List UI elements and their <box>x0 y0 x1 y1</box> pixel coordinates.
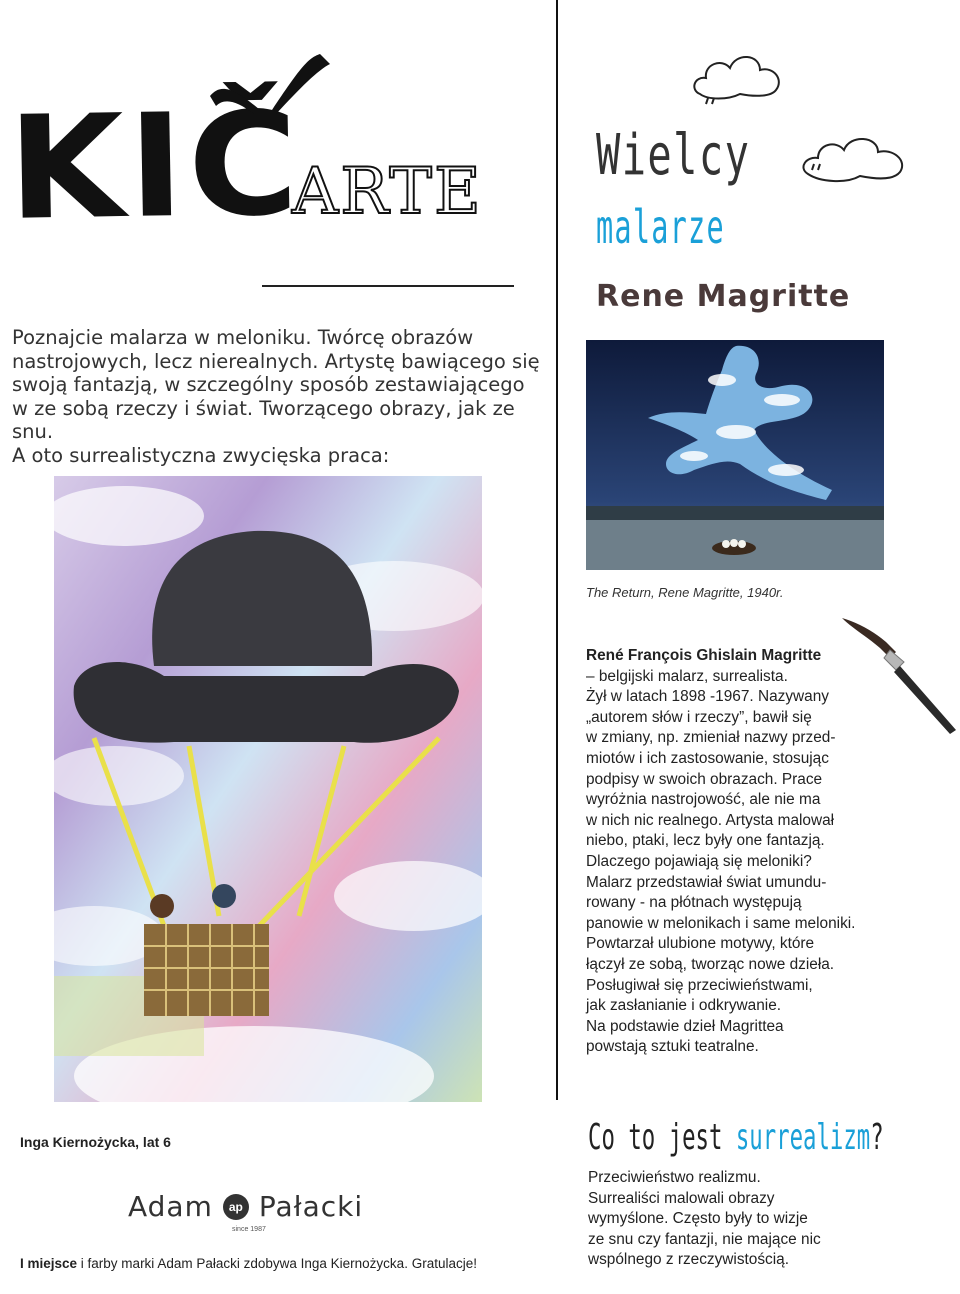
magritte-painting <box>586 340 884 570</box>
bio-name: René François Ghislain Magritte <box>586 647 822 664</box>
section-title-line2: malarze <box>596 200 725 254</box>
header-divider <box>262 285 514 287</box>
brand-word-right: Pałacki <box>258 1190 364 1223</box>
logo-arte: ARTE <box>292 155 483 229</box>
logo-kic: KIČ <box>6 81 304 253</box>
column-divider <box>556 0 558 1100</box>
intro-text: Poznajcie malarza w meloniku. Twórcę obrazów nastrojowych, lecz nierealnych. Artystę bawiącego się swoją fantazją, w szczególny sposób zestawiającego w ze sobą rzeczy i świat. Tworzącego obrazy, jak ze snu. A oto surrealistyczna zwycięska praca: <box>12 326 540 467</box>
award-rest: i farby marki Adam Pałacki zdobywa Inga Kiernożycka. Gratulacje! <box>77 1256 477 1271</box>
question-answer: Przeciwieństwo realizmu. Surrealiści malowali obrazy wymyślone. Często były to wizje ze snu czy fantazji, nie mające nic wspólnego z rzeczywistością. <box>588 1169 821 1269</box>
brand-badge-icon: ap <box>223 1194 249 1220</box>
artist-bio: René François Ghislain Magritte – belgijski malarz, surrealista. Żył w latach 1898 -1967. Nazywany „autorem słów i rzeczy”, bawił się w zmiany, np. zmieniał nazwy przed- miotów i ich zastosowanie, stosując podpisy w swoich obrazach. Prace wyróżnia nastrojowość, ale nie ma w nich nic realnego. Artysta malował niebo, ptaki, lecz były one fantazją. Dlaczego pojawiają się meloniki? Malarz przedstawiał świat umundu- rowany - na płótnach występują panowie w melonikach i same meloniki. Powtarzał ulubione motywy, które łączył ze sobą, tworząc nowe dzieła. Posługiwał się przeciwieństwami, jak zasłanianie i odkrywanie. Na podstawie dzieł Magrittea powstają sztuki teatralne. <box>586 646 886 1058</box>
brand-word-left: Adam <box>128 1190 213 1223</box>
artist-heading: Rene Magritte <box>596 279 851 314</box>
logo-hacek-icon <box>200 48 340 118</box>
cloud-doodle-icon <box>800 130 920 190</box>
winner-caption: Inga Kiernożycka, lat 6 <box>20 1134 171 1150</box>
brand-since: since 1987 <box>232 1226 266 1233</box>
award-place: I miejsce <box>20 1256 78 1271</box>
award-line <box>20 1256 477 1271</box>
cloud-doodle-icon <box>690 46 790 108</box>
brand-logo <box>128 1190 363 1223</box>
section-title-line1: Wielcy <box>596 123 751 188</box>
question-heading: Co to jest surrealizm? <box>588 1117 884 1158</box>
painting-caption: The Return, Rene Magritte, 1940r. <box>586 585 784 600</box>
winning-painting <box>54 476 482 1102</box>
